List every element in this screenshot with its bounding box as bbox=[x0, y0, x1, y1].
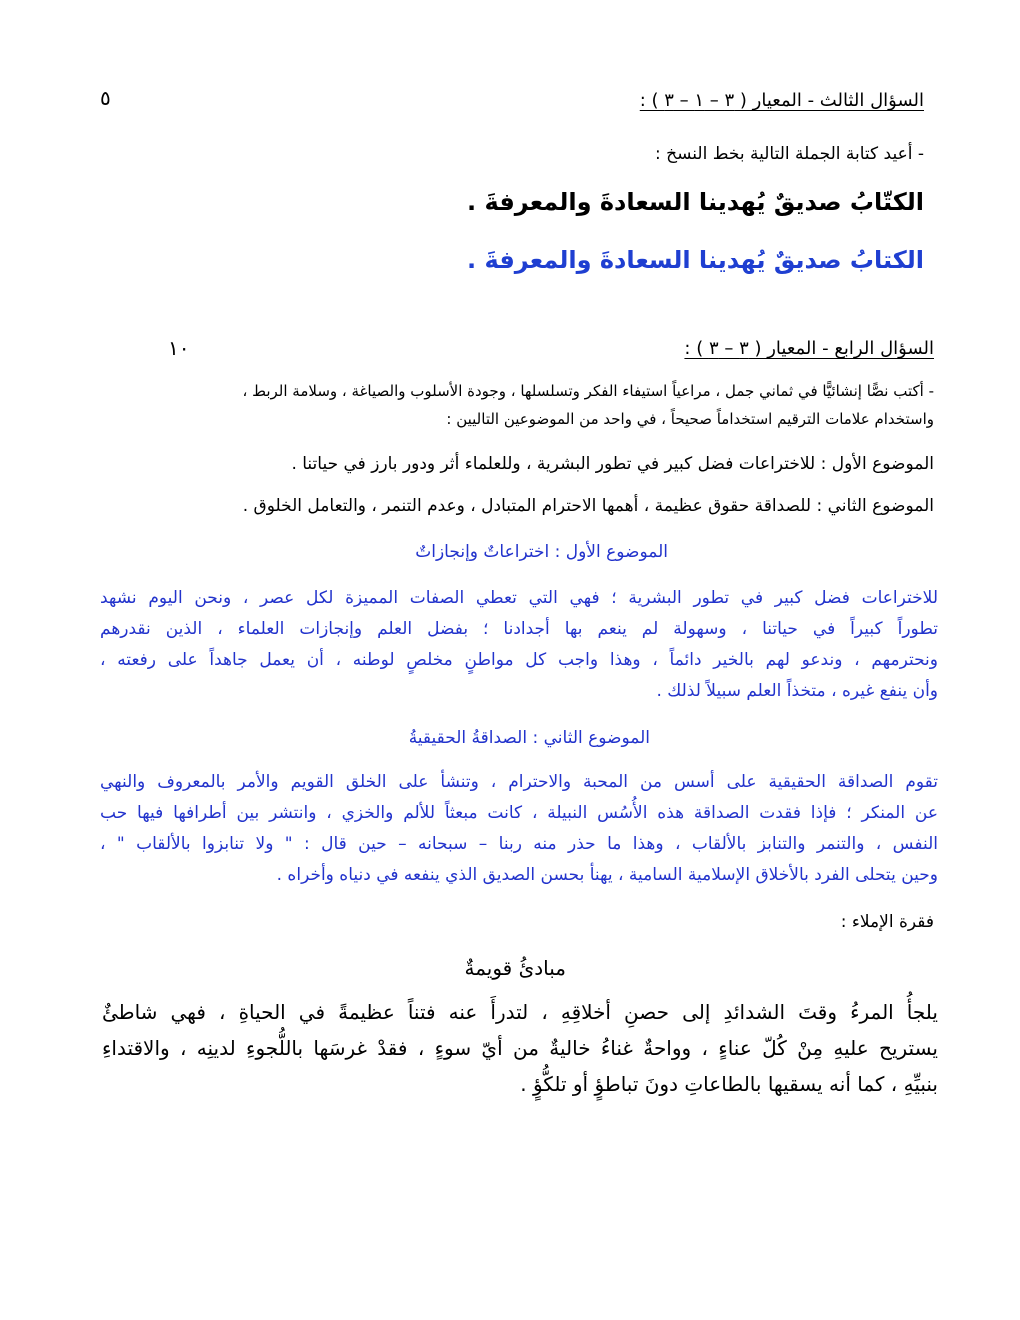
answer2-line: وحين يتحلى الفرد بالأخلاق الإسلامية السامية ، يهنأ بحسن الصديق الذي ينفعه في دنياه وأخراه . bbox=[276, 865, 938, 885]
q4-instruction-line-2: واستخدام علامات الترقيم استخداماً صحيحاً ، في واحد من الموضوعين التاليين : bbox=[446, 410, 934, 428]
dictation-line: بنبيِّهِ ، كما أنه يسقيها بالطاعاتِ دونَ تباطؤٍ أو تلكُّؤٍ . bbox=[520, 1072, 938, 1096]
dictation-line: يلجأُ المرءُ وقتَ الشدائدِ إلى حصنِ أخلاقِهِ ، لتدرأَ عنه فتناً عظيمةً في الحياةِ ، فهي شاطئٌ bbox=[102, 1000, 938, 1024]
answer2-title: الموضوع الثاني : الصداقةُ الحقيقيةُ bbox=[408, 728, 650, 748]
q3-score: ٥ bbox=[100, 86, 111, 110]
answer2-line: عن المنكر ؛ فإذا فقدت الصداقة هذه الأُسُس النبيلة ، كانت مبعثاً للألم والخزي ، وانتشر بين أطرافها فيها حب bbox=[100, 803, 938, 823]
dictation-line: يستريح عليهِ مِنْ كُلّ عناءٍ ، وواحةٌ غناءُ خاليةٌ من أيّ سوءٍ ، فقدْ غرسَها باللُّجوءِ لدينِه ، والاقتداءِ bbox=[102, 1036, 938, 1060]
answer1-line: للاختراعات فضل كبير في تطور البشرية ؛ فهي التي تعطي الصفات المميزة لكل عصر ، ونحن اليوم نشهد bbox=[100, 588, 938, 608]
q4-instruction-line-1: - أكتب نصًّا إنشائيًّا في ثماني جمل ، مراعياً استيفاء الفكر وتسلسلها ، وجودة الأسلوب والصياغة ، وسلامة الربط ، bbox=[242, 382, 934, 400]
answer1-line: ونحترمهم ، وندعو لهم بالخير دائماً ، وهذا واجب كل مواطنٍ مخلصٍ لوطنه ، أن يعمل جاهداً على رفعته ، bbox=[100, 650, 938, 670]
q3-model-sentence: الكتّابُ صديقٌ يُهدينا السعادةَ والمعرفةَ . bbox=[467, 188, 924, 216]
q3-instruction: - أعيد كتابة الجملة التالية بخط النسخ : bbox=[655, 144, 924, 164]
answer1-title: الموضوع الأول : اختراعاتٌ وإنجازاتٌ bbox=[415, 542, 668, 562]
answer2-line: النفس ، والتنمر والتنابز بالألقاب ، وهذا ما حذر منه ربنا – سبحانه – حين قال : " ولا تنابزوا بالألقاب " ، bbox=[100, 834, 938, 854]
q4-topic-1: الموضوع الأول : للاختراعات فضل كبير في تطور البشرية ، وللعلماء أثر ودور بارز في حياتنا . bbox=[291, 454, 934, 474]
answer2-paragraph bbox=[100, 767, 938, 891]
q3-heading: السؤال الثالث - المعيار ( ٣ – ١ – ٣ ) : bbox=[639, 90, 924, 111]
answer1-paragraph bbox=[100, 583, 938, 707]
q4-score: ١٠ bbox=[168, 336, 190, 360]
answer2-line: تقوم الصداقة الحقيقية على أسس من المحبة والاحترام ، وتنشأ على الخلق القويم والأمر بالمعروف والنهي bbox=[100, 772, 938, 792]
dictation-paragraph bbox=[102, 994, 938, 1102]
q3-student-answer: الكتابُ صديقٌ يُهدينا السعادةَ والمعرفةَ . bbox=[467, 246, 924, 274]
answer1-line: تطوراً كبيراً في حياتنا ، وسهولة لم ينعم بها أجدادنا ؛ بفضل العلم وإنجازات العلماء ، الذين نقدرهم bbox=[100, 619, 938, 639]
dictation-title: مبادئُ قويمةٌ bbox=[464, 956, 566, 980]
answer1-line: وأن ينفع غيره ، متخذاً العلم سبيلاً لذلك . bbox=[656, 681, 938, 701]
q4-topic-2: الموضوع الثاني : للصداقة حقوق عظيمة ، أهمها الاحترام المتبادل ، وعدم التنمر ، والتعامل الخلوق . bbox=[242, 496, 934, 516]
dictation-label: فقرة الإملاء : bbox=[840, 912, 934, 932]
q4-heading: السؤال الرابع - المعيار ( ٣ – ٣ ) : bbox=[684, 338, 934, 359]
